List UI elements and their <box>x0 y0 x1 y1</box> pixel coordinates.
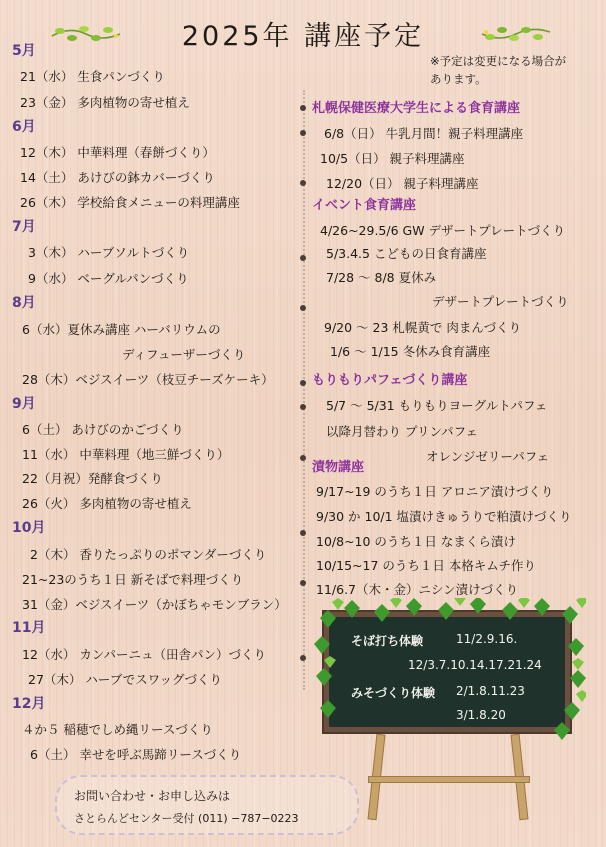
month-heading-august: 8月 <box>12 295 36 311</box>
event-item: 3（木） ハーブソルトづくり <box>28 245 190 260</box>
event-item: 10/8~10 のうち１日 なまくら漬け <box>316 534 516 549</box>
miso-dates: 3/1.8.20 <box>456 708 506 722</box>
soba-label: そば打ち体験 <box>351 634 424 648</box>
month-heading-october: 10月 <box>12 520 46 536</box>
change-notice: ※予定は変更になる場合が あります。 <box>430 54 567 86</box>
event-item: 27（木） ハーブでスワッグづくり <box>28 672 223 687</box>
event-item: 9/30 か 10/1 塩漬けきゅうりで粕漬けづくり <box>316 509 572 524</box>
event-item: オレンジゼリーパフェ <box>426 449 550 464</box>
miso-dates: 2/1.8.11.23 <box>456 684 525 698</box>
bullet-dot <box>300 455 306 461</box>
event-item: デザートプレートづくり <box>432 294 569 309</box>
event-item: 12（水） カンパーニュ（田舎パン）づくり <box>22 647 267 662</box>
bullet-dot <box>300 130 306 136</box>
miso-label: みそづくり体験 <box>351 686 436 700</box>
event-item: 6（土） あけびのかごづくり <box>22 422 184 437</box>
event-item: 11（水） 中華料理（地三鮮づくり） <box>22 447 230 462</box>
easel-crossbar <box>368 776 530 783</box>
contact-phone: さとらんどセンター受付 (011) −787−0223 <box>74 812 299 825</box>
event-item: 12/20（日） 親子料理講座 <box>326 176 479 191</box>
month-heading-july: 7月 <box>12 219 36 235</box>
event-item: 5/7 ～ 5/31 もりもりヨーグルトパフェ <box>326 398 548 413</box>
section-heading-event: イベント食育講座 <box>312 198 417 213</box>
event-item: 10/15~17 のうち１日 本格キムチ作り <box>316 558 536 573</box>
section-heading-parfait: もりもりパフェづくり講座 <box>312 373 468 388</box>
contact-line: お問い合わせ・お申し込みは <box>74 789 231 803</box>
event-item: 6/8（日） 牛乳月間！親子料理講座 <box>324 126 524 141</box>
event-item: 7/28 ～ 8/8 夏休み <box>326 270 437 285</box>
event-item: 6（土） 幸せを呼ぶ馬蹄リースづくり <box>30 747 242 762</box>
event-item: 12（木） 中華料理（春餅づくり） <box>20 145 215 160</box>
event-item: 6（水）夏休み講座 ハーバリウムの <box>22 322 221 337</box>
section-heading-sapporo: 札幌保健医療大学生による食育講座 <box>312 101 521 116</box>
event-item: 9（水） ベーグルパンづくり <box>28 271 189 286</box>
bullet-dot <box>300 530 306 536</box>
event-item: 31（金）ベジスイーツ（かぼちゃモンブラン） <box>22 597 287 612</box>
bullet-dot <box>300 380 306 386</box>
month-heading-may: 5月 <box>12 43 36 59</box>
event-item: 1/6 ～ 1/15 冬休み食育講座 <box>330 344 491 359</box>
event-item: 21（水） 生食パンづくり <box>20 69 165 84</box>
event-item: 21~23のうち１日 新そばで料理づくり <box>22 572 244 587</box>
event-item: 11/6.7（木・金）ニシン漬けづくり <box>316 582 519 597</box>
month-heading-september: 9月 <box>12 396 36 412</box>
month-heading-june: 6月 <box>12 119 36 135</box>
event-item: 22（月祝）発酵食づくり <box>22 471 163 486</box>
bullet-dot <box>300 305 306 311</box>
vine-decoration-right <box>480 22 552 46</box>
event-item: 9/17~19 のうち１日 アロニア漬けづくり <box>316 484 554 499</box>
bullet-dot <box>300 255 306 261</box>
month-heading-november: 11月 <box>12 620 46 636</box>
event-item: 14（土） あけびの鉢カバーづくり <box>20 170 215 185</box>
event-item: 23（金） 多肉植物の寄せ植え <box>20 95 190 110</box>
bullet-dot <box>300 105 306 111</box>
event-item: 9/20 ～ 23 札幌黄で 肉まんづくり <box>324 320 522 335</box>
event-item: 10/5（日） 親子料理講座 <box>320 151 465 166</box>
event-item: 2（木） 香りたっぷりのポマンダーづくり <box>30 547 267 562</box>
event-item: 28（木）ベジスイーツ（枝豆チーズケーキ） <box>22 372 274 387</box>
page-title: 2025年 講座予定 <box>181 21 425 52</box>
event-item: 26（木） 学校給食メニューの料理講座 <box>20 195 240 210</box>
event-item: 4/26~29.5/6 GW デザートプレートづくり <box>320 223 566 238</box>
soba-dates: 12/3.7.10.14.17.21.24 <box>408 658 542 672</box>
event-item: ４か５ 稲穂でしめ縄リースづくり <box>22 722 213 737</box>
contact-box <box>55 775 359 835</box>
bullet-dot <box>300 655 306 661</box>
section-heading-pickles: 漬物講座 <box>312 460 365 475</box>
event-item: 以降月替わり プリンパフェ <box>326 424 478 439</box>
bullet-dot <box>300 180 306 186</box>
event-item: 26（火） 多肉植物の寄せ植え <box>22 496 192 511</box>
event-item: 5/3.4.5 こどもの日食育講座 <box>326 246 487 261</box>
event-item: ディフューザーづくり <box>122 347 246 362</box>
bullet-dot <box>300 404 306 410</box>
month-heading-december: 12月 <box>12 696 46 712</box>
bullet-dot <box>300 580 306 586</box>
soba-dates: 11/2.9.16. <box>456 632 518 646</box>
